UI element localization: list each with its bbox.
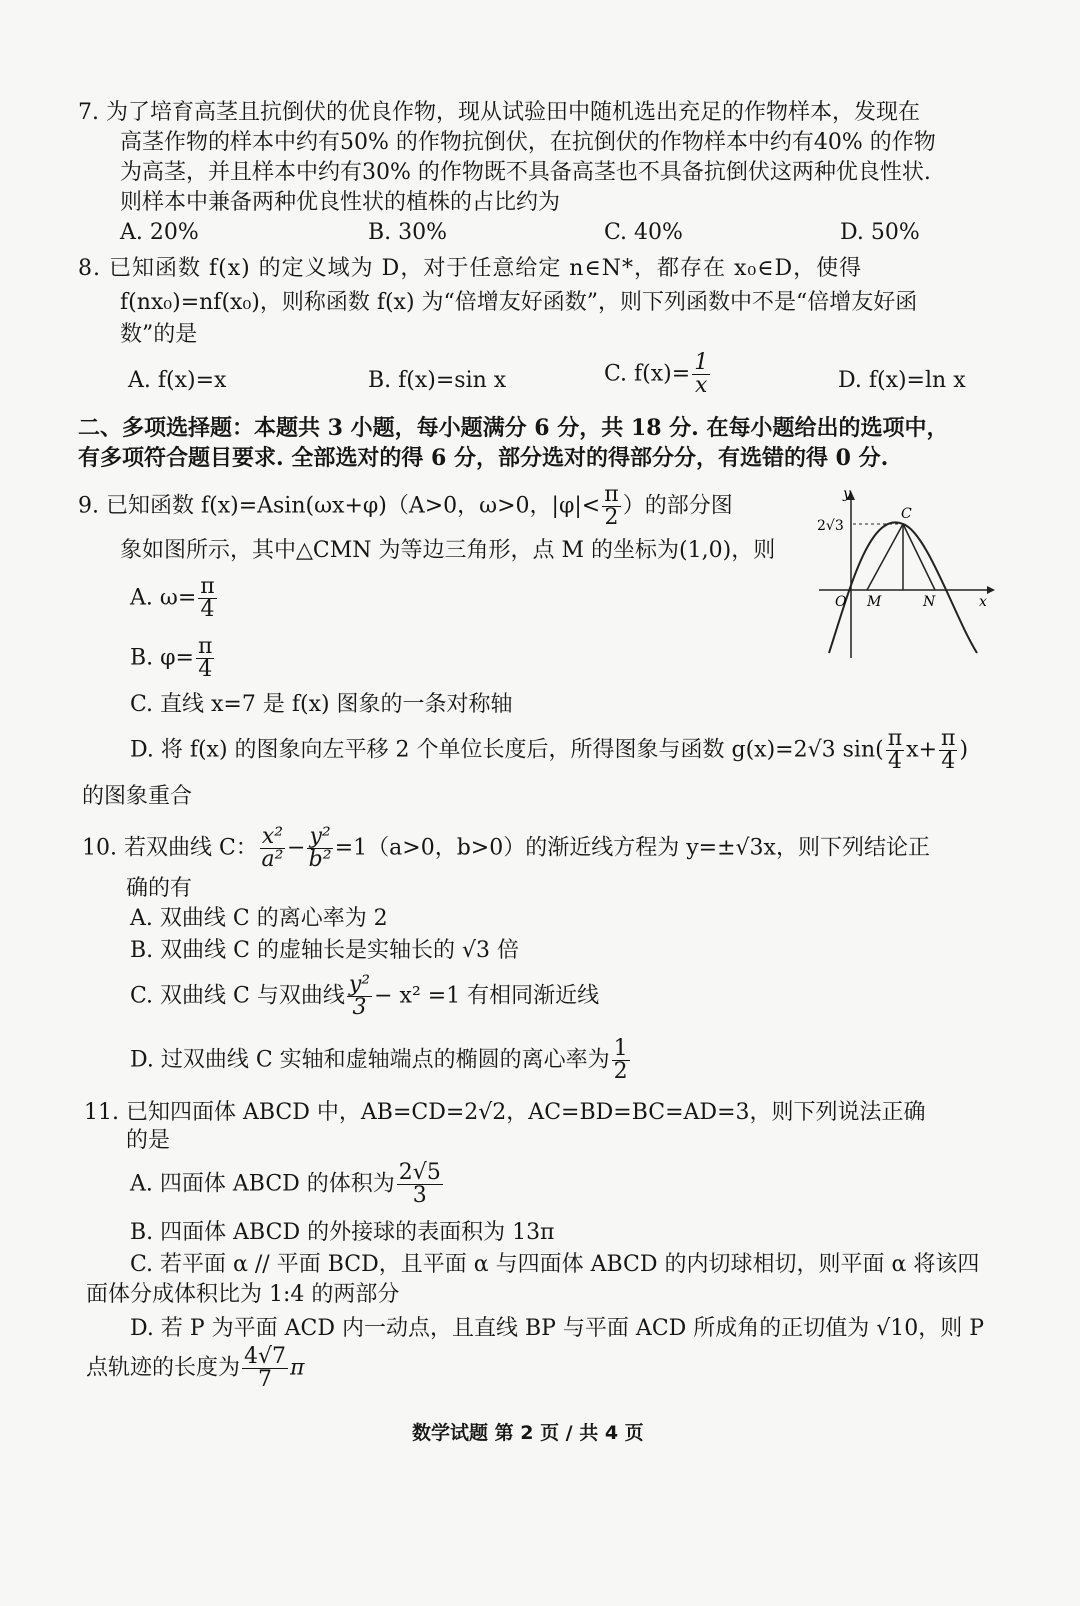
q9-option-b: B. φ= $\frac{\pi}{4}$ [130,634,213,682]
graph-peak-label: 2√3 [817,518,844,534]
page-footer: 数学试题 第 2 页 / 共 4 页 [412,1422,644,1444]
q9-line2: 象如图所示，其中△CMN 为等边三角形，点 M 的坐标为(1,0)，则 [120,538,776,563]
q7-line2: 高茎作物的样本中约有50% 的作物抗倒伏，在抗倒伏的作物样本中约有40% 的作物 [120,130,936,155]
q8-option-d: D. f(x)=ln x [838,368,966,393]
q10-option-a: A. 双曲线 C 的离心率为 2 [130,906,388,931]
section2-line1: 二、多项选择题：本题共 3 小题，每小题满分 6 分，共 18 分. 在每小题给出的选项中， [78,415,949,441]
q11-line2: 的是 [126,1128,171,1153]
q11-option-a: A. 四面体 ABCD 的体积为 $\frac{2√5}{3}$ [130,1160,441,1208]
q7-option-b: B. 30% [368,220,448,245]
graph-x-label: x [979,594,987,610]
q8-option-b: B. f(x)=sin x [368,368,507,393]
q11-option-d: D. 若 P 为平面 ACD 内一动点，且直线 BP 与平面 ACD 所成角的正切值为 √10，则 P [130,1316,985,1341]
q9-option-a: A. ω= $\frac{\pi}{4}$ [130,574,215,622]
section2-line2: 有多项符合题目要求. 全部选对的得 6 分，部分选对的得部分分，有选错的得 0 分. [78,445,889,471]
q8-c-fraction: $\frac{1}{x}$ [694,350,709,398]
q9-option-d: D. 将 f(x) 的图象向左平移 2 个单位长度后，所得图象与函数 g(x)=2√3 sin( $\frac{\pi}{4}$ x+ $\frac{\pi}{4}$ ) [130,726,969,774]
segment-mc [867,524,903,590]
q10-option-d: D. 过双曲线 C 实轴和虚轴端点的椭圆的离心率为 $\frac{1}{2}$ [130,1036,628,1084]
q11-option-c: C. 若平面 α // 平面 BCD，且平面 α 与四面体 ABCD 的内切球相切，则平面 α 将该四 [130,1252,980,1277]
q11-option-d-cont: 点轨迹的长度为 $\frac{4√7}{7}$ π [86,1344,305,1392]
q8-line1: 8. 已知函数 f(x) 的定义域为 D，对于任意给定 n∈N*，都存在 x₀∈D，使得 [78,256,863,281]
q8-option-a: A. f(x)=x [128,368,227,393]
q10-option-c: C. 双曲线 C 与双曲线 $\frac{\text{y²}}{3}$ − x² =1 有相同渐近线 [130,972,600,1020]
q11-option-c-cont: 面体分成体积比为 1:4 的两部分 [86,1282,400,1307]
graph-m-label: M [867,594,882,610]
q10-line1: 10. 若双曲线 C： $\frac{\text{x²}}{\text{a²}}$ − $\frac{\text{y²}}{\text{b²}}$ =1（a>0，b>0）的渐近线方程为 y=±√3x，则下列结论正 [82,824,930,872]
q9-pi-over-2: $\frac{\pi}{2}$ [604,482,619,530]
graph-origin-label: O [835,594,847,610]
q10-option-b: B. 双曲线 C 的虚轴长是实轴长的 √3 倍 [130,938,519,963]
q11-line1: 11. 已知四面体 ABCD 中，AB=CD=2√2，AC=BD=BC=AD=3，则下列说法正确 [84,1100,926,1125]
q8-line2: f(nx₀)=nf(x₀)，则称函数 f(x) 为“倍增友好函数”，则下列函数中不是“倍增友好函 [120,290,918,315]
q11-option-b: B. 四面体 ABCD 的外接球的表面积为 13π [130,1220,555,1245]
q7-line3: 为高茎，并且样本中约有30% 的作物既不具备高茎也不具备抗倒伏这两种优良性状. [120,160,931,185]
q7-line1: 7. 为了培育高茎且抗倒伏的优良作物，现从试验田中随机选出充足的作物样本，发现在 [78,100,920,125]
q7-option-c: C. 40% [604,220,683,245]
q9-sine-graph [815,488,995,663]
q9-option-c: C. 直线 x=7 是 f(x) 图象的一条对称轴 [130,692,513,717]
graph-y-label: y [843,488,851,502]
q9-option-d-cont: 的图象重合 [82,784,193,809]
q7-line4: 则样本中兼备两种优良性状的植株的占比约为 [120,190,561,215]
x-axis-arrow-icon [987,586,995,594]
q8-option-c: C. f(x)= $\frac{1}{x}$ [604,350,709,398]
q10-line2: 确的有 [126,876,193,901]
graph-n-label: N [923,594,936,610]
q7-option-d: D. 50% [840,220,920,245]
graph-c-label: C [901,506,912,522]
q8-line3: 数”的是 [120,322,198,347]
q9-line1: 9. 已知函数 f(x)=Asin(ωx+φ)（A>0，ω>0，|φ|< $\frac{\pi}{2}$ ）的部分图 [78,482,733,530]
q7-option-a: A. 20% [120,220,199,245]
